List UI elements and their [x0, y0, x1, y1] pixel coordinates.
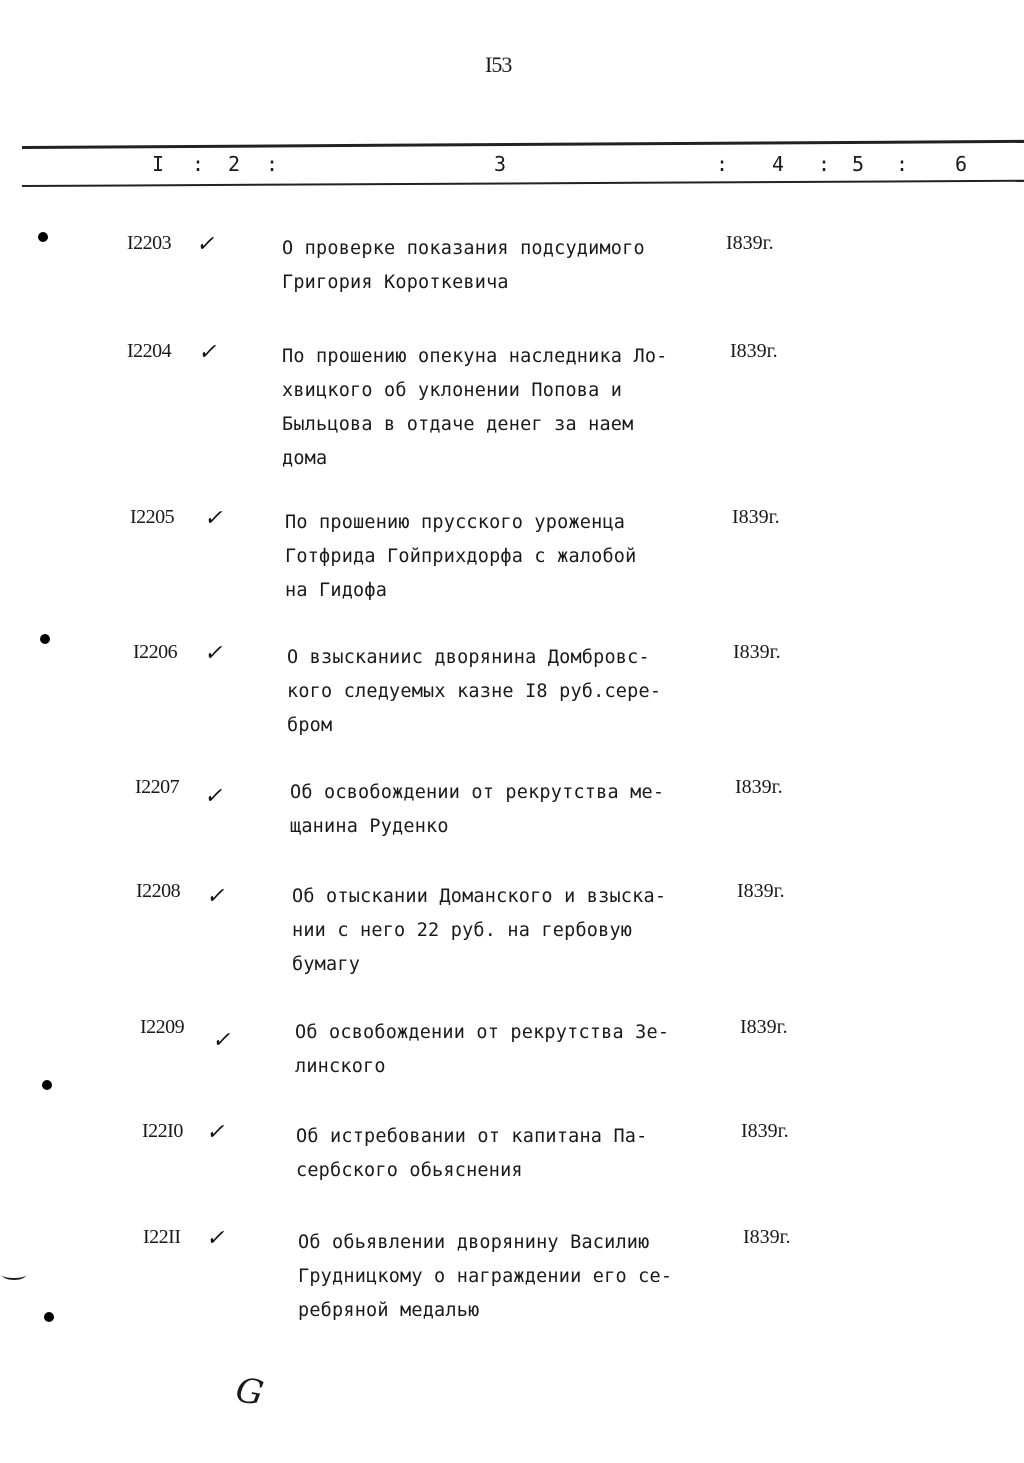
- record-number: I2203: [127, 232, 172, 254]
- col-header-5: 5: [852, 152, 865, 176]
- desc-line: О взысканиис дворянина Домбровс-: [287, 647, 650, 668]
- checkmark-icon: ✓: [198, 340, 217, 365]
- binding-hole-icon: [40, 634, 50, 644]
- record-year: I839г.: [735, 776, 783, 798]
- col-separator: :: [716, 152, 729, 176]
- record-number: I22II: [143, 1226, 181, 1248]
- desc-line: Григория Короткевича: [282, 272, 509, 293]
- record-year: I839г.: [730, 340, 778, 362]
- desc-line: По прошению опекуна наследника Ло-: [282, 346, 668, 367]
- desc-line: дома: [282, 448, 328, 469]
- desc-line: щанина Руденко: [290, 816, 449, 837]
- page-number: I53: [485, 52, 512, 77]
- col-separator: :: [192, 152, 205, 176]
- record-description: [298, 1226, 738, 1328]
- checkmark-icon: ✓: [196, 232, 215, 257]
- desc-line: Грудницкому о награждении его се-: [298, 1266, 673, 1287]
- header-rule-top: [22, 140, 1024, 149]
- desc-line: Об освобождении от рекрутства Зе-: [295, 1022, 670, 1043]
- col-header-3: 3: [494, 152, 507, 176]
- desc-line: Быльцова в отдаче денег за наем: [282, 414, 634, 435]
- binding-hole-icon: [44, 1312, 54, 1322]
- binding-hole-icon: [42, 1080, 52, 1090]
- col-header-6: 6: [955, 152, 968, 176]
- checkmark-icon: ✓: [204, 506, 223, 531]
- record-number: I2207: [135, 776, 180, 798]
- binding-hole-icon: [38, 232, 48, 242]
- record-year: I839г.: [743, 1226, 791, 1248]
- desc-line: Об обьявлении дворянину Василию: [298, 1232, 650, 1253]
- record-year: I839г.: [741, 1120, 789, 1142]
- desc-line: бром: [287, 715, 333, 736]
- checkmark-icon: ✓: [212, 1028, 231, 1053]
- record-year: I839г.: [733, 641, 781, 663]
- desc-line: По прошению прусского уроженца: [285, 512, 626, 533]
- checkmark-icon: ✓: [204, 641, 223, 666]
- col-header-4: 4: [772, 152, 785, 176]
- desc-line: Об отыскании Доманского и взыска-: [292, 886, 667, 907]
- desc-line: нии с него 22 руб. на гербовую: [292, 920, 633, 941]
- record-year: I839г.: [740, 1016, 788, 1038]
- checkmark-icon: ✓: [206, 884, 225, 909]
- record-description: [296, 1120, 736, 1188]
- desc-line: О проверке показания подсудимого: [282, 238, 645, 259]
- desc-line: Об истребовании от капитана Па-: [296, 1126, 648, 1147]
- desc-line: хвицкого об уклонении Попова и: [282, 380, 623, 401]
- desc-line: на Гидофа: [285, 580, 388, 601]
- handwritten-mark: G: [232, 1369, 267, 1415]
- checkmark-icon: ✓: [206, 1226, 225, 1251]
- margin-pen-stroke: [2, 1270, 26, 1280]
- header-rule-bottom: [22, 180, 1024, 187]
- desc-line: Готфрида Гойприхдорфа с жалобой: [285, 546, 637, 567]
- record-number: I2204: [127, 340, 172, 362]
- col-separator: :: [266, 152, 279, 176]
- desc-line: линского: [295, 1056, 386, 1077]
- record-year: I839г.: [732, 506, 780, 528]
- desc-line: бумагу: [292, 954, 361, 975]
- record-description: [295, 1016, 735, 1084]
- record-number: I2209: [140, 1016, 185, 1038]
- record-number: I2206: [133, 641, 178, 663]
- record-description: [282, 232, 722, 300]
- record-description: [290, 776, 730, 844]
- record-number: I2205: [130, 506, 175, 528]
- record-number: I2208: [136, 880, 181, 902]
- checkmark-icon: ✓: [204, 784, 223, 809]
- record-description: [285, 506, 725, 608]
- desc-line: ребряной медалью: [298, 1300, 480, 1321]
- col-header-2: 2: [228, 152, 241, 176]
- desc-line: Об освобождении от рекрутства ме-: [290, 782, 665, 803]
- desc-line: сербского обьяснения: [296, 1160, 523, 1181]
- record-description: [287, 641, 727, 743]
- record-description: [292, 880, 732, 982]
- checkmark-icon: ✓: [206, 1120, 225, 1145]
- col-separator: :: [818, 152, 831, 176]
- record-year: I839г.: [737, 880, 785, 902]
- record-number: I22I0: [142, 1120, 183, 1142]
- record-year: I839г.: [726, 232, 774, 254]
- col-separator: :: [896, 152, 909, 176]
- desc-line: кого следуемых казне I8 руб.сере-: [287, 681, 662, 702]
- record-description: [282, 340, 722, 476]
- col-header-1: I: [152, 152, 165, 176]
